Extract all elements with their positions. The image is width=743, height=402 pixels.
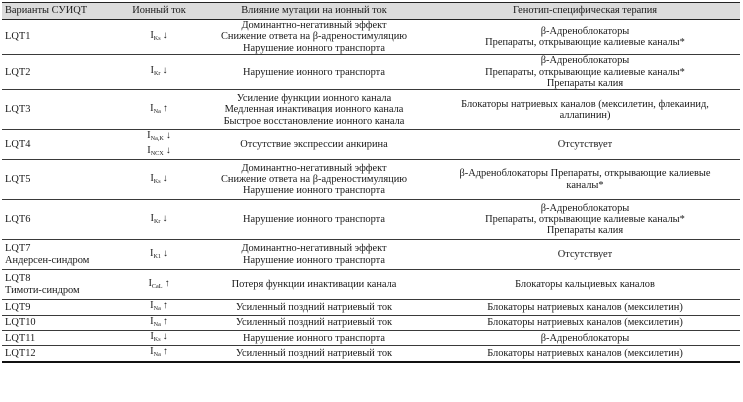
cell-ion-current bbox=[120, 200, 198, 240]
cell-mutation-effect bbox=[198, 300, 430, 315]
ion-current-symbol: I bbox=[150, 65, 154, 77]
cell-ion-current bbox=[120, 346, 198, 362]
cell-variant bbox=[2, 240, 120, 270]
cell-mutation-effect bbox=[198, 346, 430, 362]
cell-variant bbox=[2, 20, 120, 55]
ion-current-symbol: I bbox=[150, 331, 154, 343]
cell-variant bbox=[2, 130, 120, 160]
variant-line: LQT5 bbox=[5, 174, 31, 186]
therapy-line: Блокаторы натриевых каналов (мексилетин) bbox=[487, 347, 683, 359]
effect-line: Нарушение ионного транспорта bbox=[243, 214, 385, 226]
effect-line: Нарушение ионного транспорта bbox=[243, 185, 385, 197]
effect-line: Доминантно-негативный эффект bbox=[241, 162, 387, 174]
therapy-line: Блокаторы натриевых каналов (мексилетин, флекаинид, bbox=[461, 98, 709, 110]
ion-current-subscript: Ks bbox=[153, 177, 161, 185]
ion-current-subscript: Ks bbox=[153, 34, 161, 42]
cell-variant bbox=[2, 315, 120, 330]
variant-line: LQT8 bbox=[5, 273, 31, 285]
ion-current-subscript: Na bbox=[153, 107, 161, 115]
therapy-line: β-Адреноблокаторы bbox=[540, 55, 630, 67]
cell-variant bbox=[2, 270, 120, 300]
cell-mutation-effect bbox=[198, 200, 430, 240]
cell-mutation-effect bbox=[198, 130, 430, 160]
effect-line: Отсутствие экспрессии анкирина bbox=[240, 139, 388, 151]
cell-therapy bbox=[430, 90, 740, 130]
cell-mutation-effect bbox=[198, 240, 430, 270]
cell-therapy bbox=[430, 130, 740, 160]
ion-current bbox=[123, 30, 195, 44]
ion-current-subscript: Na bbox=[153, 351, 161, 359]
cell-mutation-effect bbox=[198, 20, 430, 55]
therapy-line: β-Адреноблокаторы bbox=[540, 332, 630, 344]
current-change-arrow: ↓ bbox=[162, 172, 168, 184]
cell-variant bbox=[2, 160, 120, 200]
variant-line: LQT4 bbox=[5, 139, 31, 151]
variant-line: LQT3 bbox=[5, 104, 31, 116]
effect-line: Усиление функции ионного канала bbox=[236, 92, 392, 104]
cell-ion-current bbox=[120, 130, 198, 160]
ion-current bbox=[123, 173, 195, 187]
effect-line: Быстрое восстановление ионного канала bbox=[223, 115, 405, 127]
cell-mutation-effect bbox=[198, 90, 430, 130]
effect-line: Снижение ответа на β-адреностимуляцию bbox=[220, 174, 408, 186]
cell-mutation-effect bbox=[198, 270, 430, 300]
variant-line: LQT6 bbox=[5, 214, 31, 226]
table-row bbox=[2, 300, 740, 315]
variant-line: LQT11 bbox=[5, 332, 36, 344]
ion-current bbox=[123, 213, 195, 227]
current-change-arrow: ↑ bbox=[162, 315, 168, 327]
ion-current bbox=[123, 316, 195, 330]
cell-mutation-effect bbox=[198, 55, 430, 90]
ion-current-symbol: I bbox=[147, 144, 151, 156]
table-row bbox=[2, 331, 740, 346]
table-row bbox=[2, 160, 740, 200]
therapy-line: аллапинин) bbox=[559, 109, 611, 121]
table-row bbox=[2, 270, 740, 300]
ion-current bbox=[123, 130, 195, 144]
cell-variant bbox=[2, 200, 120, 240]
variant-line: Тимоти-синдром bbox=[5, 284, 80, 296]
therapy-line: Препараты, открывающие калиевые каналы* bbox=[485, 214, 685, 226]
cell-ion-current bbox=[120, 300, 198, 315]
effect-line: Нарушение ионного транспорта bbox=[243, 254, 385, 266]
ion-current-symbol: I bbox=[150, 300, 154, 312]
cell-therapy bbox=[430, 55, 740, 90]
table-row bbox=[2, 55, 740, 90]
table-row bbox=[2, 315, 740, 330]
ion-current bbox=[123, 103, 195, 117]
ion-current bbox=[123, 145, 195, 159]
effect-line: Усиленный поздний натриевый ток bbox=[235, 301, 393, 313]
current-change-arrow: ↑ bbox=[164, 277, 170, 289]
current-change-arrow: ↑ bbox=[162, 300, 168, 312]
cell-variant bbox=[2, 346, 120, 362]
effect-line: Доминантно-негативный эффект bbox=[241, 243, 387, 255]
cell-therapy bbox=[430, 346, 740, 362]
cell-variant bbox=[2, 300, 120, 315]
cell-therapy bbox=[430, 300, 740, 315]
variant-line: Андерсен-синдром bbox=[5, 254, 90, 266]
cell-ion-current bbox=[120, 331, 198, 346]
ion-current bbox=[123, 346, 195, 360]
ion-current-subscript: Na bbox=[153, 305, 161, 313]
cell-therapy bbox=[430, 160, 740, 200]
cell-therapy bbox=[430, 315, 740, 330]
cell-variant bbox=[2, 90, 120, 130]
ion-current-symbol: I bbox=[150, 29, 154, 41]
cell-ion-current bbox=[120, 160, 198, 200]
cell-therapy bbox=[430, 200, 740, 240]
variant-line: LQT7 bbox=[5, 243, 31, 255]
table-row bbox=[2, 90, 740, 130]
header-ion-current: Ионный ток bbox=[120, 3, 198, 20]
table-row bbox=[2, 130, 740, 160]
header-row bbox=[2, 3, 740, 20]
table-row bbox=[2, 240, 740, 270]
cell-therapy bbox=[430, 20, 740, 55]
variant-line: LQT12 bbox=[5, 347, 36, 359]
effect-line: Нарушение ионного транспорта bbox=[243, 66, 385, 78]
ion-current bbox=[123, 65, 195, 79]
header-mutation-effect: Влияние мутации на ионный ток bbox=[198, 3, 430, 20]
table-row bbox=[2, 200, 740, 240]
cell-ion-current bbox=[120, 20, 198, 55]
therapy-line: Отсутствует bbox=[557, 139, 613, 151]
ion-current-subscript: NCX bbox=[150, 149, 164, 157]
effect-line: Доминантно-негативный эффект bbox=[241, 20, 387, 31]
table-row bbox=[2, 346, 740, 362]
current-change-arrow: ↓ bbox=[165, 130, 171, 142]
therapy-line: Препараты калия bbox=[546, 78, 624, 90]
ion-current-symbol: I bbox=[148, 277, 152, 289]
cell-ion-current bbox=[120, 315, 198, 330]
therapy-line: β-Адреноблокаторы bbox=[540, 202, 630, 214]
table-row bbox=[2, 20, 740, 55]
therapy-line: Препараты, открывающие калиевые каналы* bbox=[485, 66, 685, 78]
ion-current-subscript: Kr bbox=[153, 70, 161, 78]
effect-line: Снижение ответа на β-адреностимуляцию bbox=[220, 31, 408, 43]
ion-current-symbol: I bbox=[150, 102, 154, 114]
current-change-arrow: ↓ bbox=[162, 331, 168, 343]
variant-line: LQT1 bbox=[5, 31, 31, 43]
ion-current-subscript: Ks bbox=[153, 336, 161, 344]
ion-current-symbol: I bbox=[150, 315, 154, 327]
therapy-line: Блокаторы натриевых каналов (мексилетин) bbox=[487, 317, 683, 329]
ion-current-subscript: K1 bbox=[153, 252, 162, 260]
ion-current-symbol: I bbox=[149, 247, 154, 259]
current-change-arrow: ↑ bbox=[162, 102, 168, 114]
cell-therapy bbox=[430, 240, 740, 270]
effect-line: Нарушение ионного транспорта bbox=[243, 332, 385, 344]
therapy-line: Отсутствует bbox=[557, 249, 613, 261]
cell-variant bbox=[2, 55, 120, 90]
current-change-arrow: ↓ bbox=[165, 144, 171, 156]
table-body bbox=[2, 20, 740, 362]
cell-variant bbox=[2, 331, 120, 346]
ion-current-subscript: Na bbox=[153, 320, 161, 328]
therapy-line: Блокаторы натриевых каналов (мексилетин) bbox=[487, 301, 683, 313]
effect-line: Усиленный поздний натриевый ток bbox=[235, 347, 393, 359]
variant-line: LQT9 bbox=[5, 301, 31, 313]
ion-current-symbol: I bbox=[150, 172, 154, 184]
ion-current bbox=[123, 278, 195, 292]
therapy-line: Препараты, открывающие калиевые каналы* bbox=[485, 37, 685, 49]
table-header bbox=[2, 3, 740, 20]
cell-ion-current bbox=[120, 55, 198, 90]
therapy-line: β-Адреноблокаторы bbox=[540, 25, 630, 37]
therapy-line: Блокаторы кальциевых каналов bbox=[515, 279, 655, 291]
effect-line: Медленная инактивация ионного канала bbox=[224, 104, 404, 116]
therapy-line: Препараты калия bbox=[546, 225, 624, 237]
cell-therapy bbox=[430, 270, 740, 300]
cell-ion-current bbox=[120, 90, 198, 130]
current-change-arrow: ↑ bbox=[162, 346, 168, 358]
cell-therapy bbox=[430, 331, 740, 346]
lqt-variants-table bbox=[2, 2, 740, 363]
effect-line: Нарушение ионного транспорта bbox=[243, 42, 385, 54]
therapy-line: β-Адреноблокаторы Препараты, открывающие калиевые bbox=[459, 168, 711, 180]
ion-current-symbol: I bbox=[150, 212, 154, 224]
cell-mutation-effect bbox=[198, 331, 430, 346]
current-change-arrow: ↓ bbox=[162, 65, 168, 77]
cell-ion-current bbox=[120, 270, 198, 300]
cell-ion-current bbox=[120, 240, 198, 270]
effect-line: Усиленный поздний натриевый ток bbox=[235, 317, 393, 329]
variant-line: LQT10 bbox=[5, 317, 36, 329]
ion-current bbox=[123, 248, 195, 262]
effect-line: Потеря функции инактивации канала bbox=[231, 279, 397, 291]
ion-current-symbol: I bbox=[150, 346, 154, 358]
current-change-arrow: ↓ bbox=[162, 29, 168, 41]
header-variant: Варианты СУИQT bbox=[2, 3, 120, 20]
variant-line: LQT2 bbox=[5, 66, 31, 78]
current-change-arrow: ↓ bbox=[162, 212, 168, 224]
current-change-arrow: ↓ bbox=[163, 247, 169, 259]
therapy-line: каналы* bbox=[566, 179, 604, 191]
cell-mutation-effect bbox=[198, 160, 430, 200]
ion-current-subscript: Na,K bbox=[150, 135, 164, 143]
ion-current bbox=[123, 300, 195, 314]
ion-current bbox=[123, 331, 195, 345]
cell-mutation-effect bbox=[198, 315, 430, 330]
ion-current-symbol: I bbox=[147, 130, 151, 142]
header-therapy: Генотип-специфическая терапия bbox=[430, 3, 740, 20]
ion-current-subscript: CaL bbox=[151, 282, 163, 290]
ion-current-subscript: Kr bbox=[153, 217, 161, 225]
